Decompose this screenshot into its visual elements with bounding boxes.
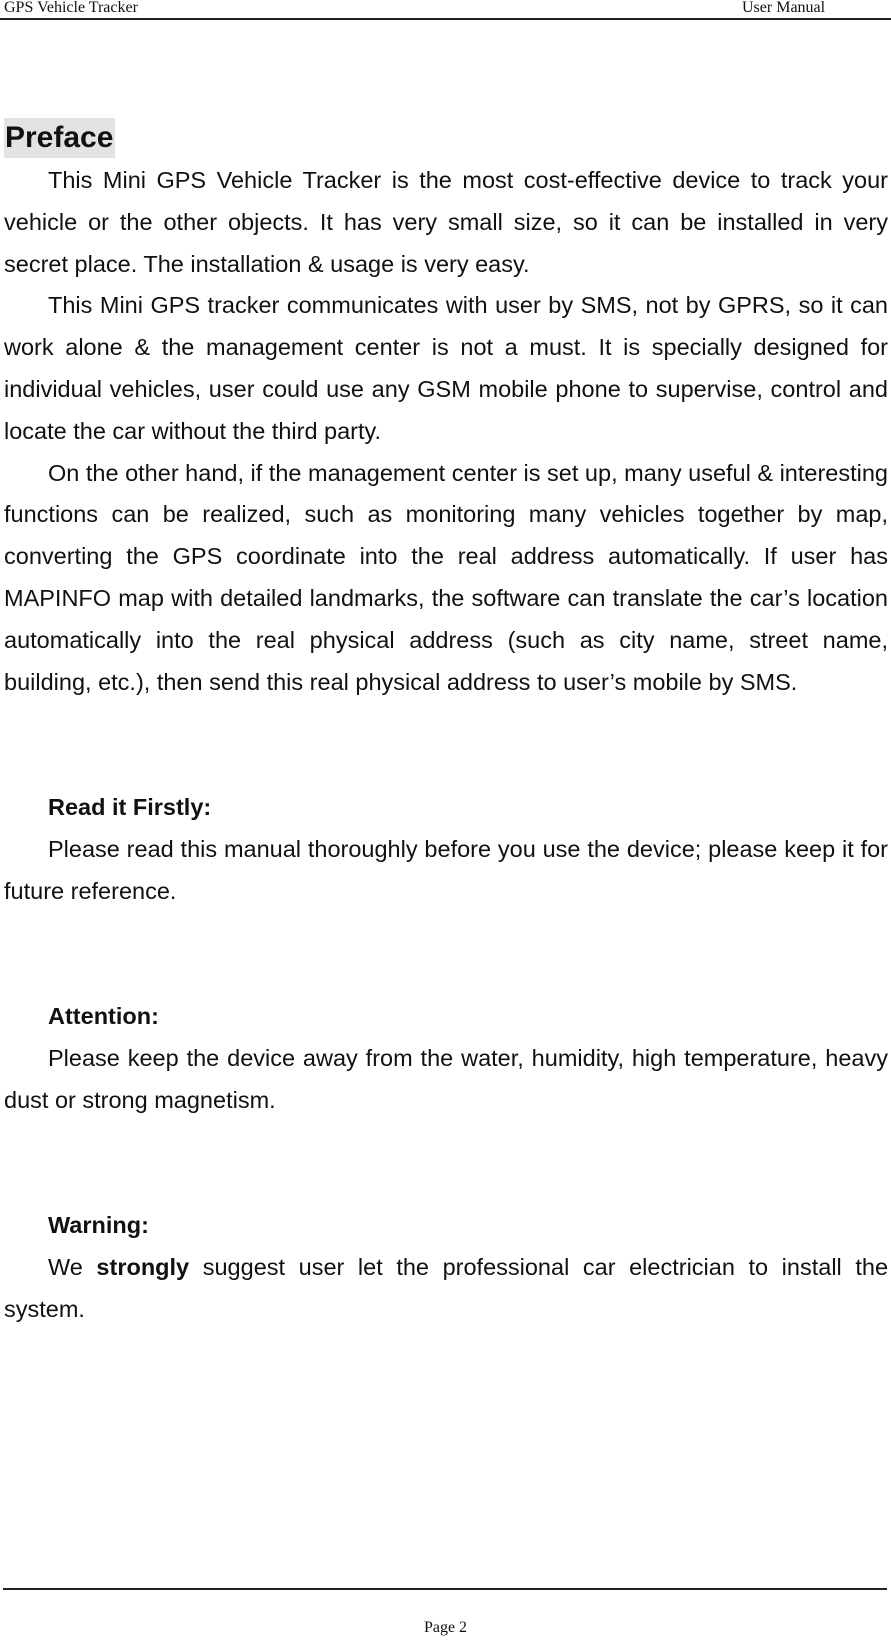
preface-title: Preface [4,118,115,158]
preface-paragraph-3: On the other hand, if the management center is set up, many useful & interesting functions can be realized, such as monitoring many vehicles together by map, converting the GPS coordinate into the real address automatically. If user has MAPINFO map with detailed landmarks, the software can translate the car’s location automatically into the real physical address (such as city name, street name, building, etc.), then send this real physical address to user’s mobile by SMS. [4,459,888,695]
preface-paragraph-2: This Mini GPS tracker communicates with user by SMS, not by GPRS, so it can work alone & the management center is not a must. It is specially designed for individual vehicles, user could use any GSM mobile phone to supervise, control and locate the car without the third party. [4,292,888,444]
page-body [4,118,888,1330]
warning-text-start: We [48,1253,83,1280]
warning-heading: Warning: [48,1211,149,1238]
footer-rule [3,1588,887,1590]
section-spacer [4,912,888,996]
warning-text-end: suggest user let the professional car electrician to install the system. [4,1253,889,1322]
read-first-text: Please read this manual thoroughly before you use the device; please keep it for future reference. [4,835,888,904]
section-spacer [4,1121,888,1205]
attention-heading: Attention: [48,1002,159,1029]
read-first-heading: Read it Firstly: [48,793,212,820]
attention-text: Please keep the device away from the water, humidity, high temperature, heavy dust or strong magnetism. [4,1044,888,1113]
header-title: GPS Vehicle Tracker [4,0,138,16]
preface-paragraph-1: This Mini GPS Vehicle Tracker is the most cost-effective device to track your vehicle or the other objects. It has very small size, so it can be installed in very secret place. The installation & usage is very easy. [4,167,888,277]
warning-text [4,1247,888,1331]
header-doc-type: User Manual [742,0,826,16]
warning-emphasis: strongly [96,1253,190,1280]
header-rule [0,18,891,20]
section-spacer [4,703,888,787]
page-number: Page 2 [423,1619,468,1636]
